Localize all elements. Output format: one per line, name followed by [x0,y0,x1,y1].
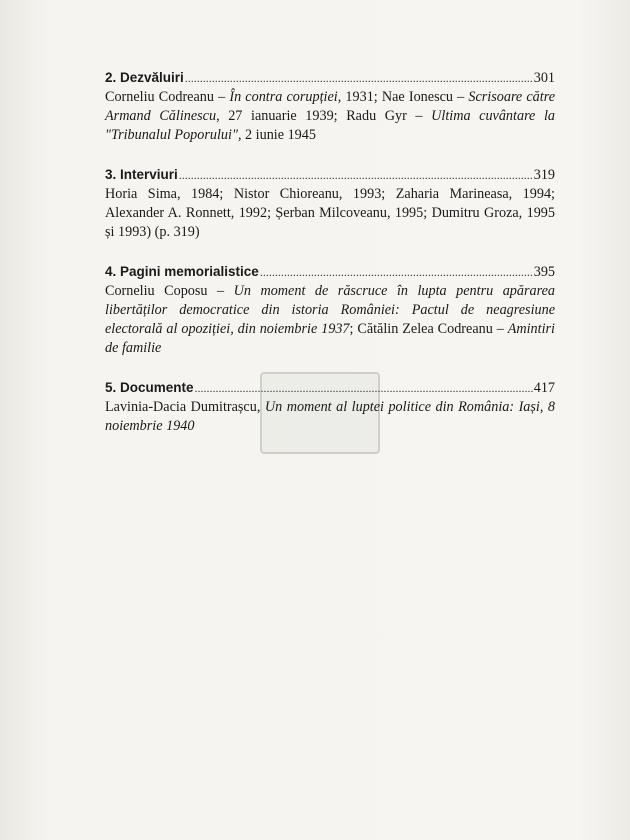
toc-section-pagini-memorialistice [105,262,555,358]
desc-part: , 2 iunie 1945 [237,127,316,143]
desc-part: Corneliu Coposu – [105,283,234,299]
toc-heading-row [105,378,555,398]
leader-dots [260,263,533,282]
toc-heading-row [105,68,555,88]
section-description [105,185,555,242]
desc-title: Un moment de răscruce în lupta pentru apărarea libertăților democratice din istoria României: Pactul de neagresiune electorală al opoziției, din noiembrie 1937 [105,283,555,337]
desc-part: Horia Sima, 1984; Nistor Chioreanu, 1993; Zaharia Marineasa, 1994; Alexander A. Ronnett, 1992; Șerban Milcoveanu, 1995; Dumitru Groza, 1995 și 1993) (p. 319) [105,186,555,240]
section-description [105,398,555,436]
desc-part: ; Cătălin Zelea Codreanu – [349,321,508,337]
desc-part: , 27 ianuarie 1939; Radu Gyr – [216,108,432,124]
section-heading: 3. Interviuri [105,167,178,182]
toc-section-documente [105,378,555,436]
leader-dots [195,379,533,398]
desc-title: În contra corupției [229,89,338,105]
section-description [105,88,555,145]
desc-title: Ultima cuvântare la "Tribunalul Poporului" [105,108,555,143]
leader-dots [185,69,533,88]
desc-part: Corneliu Codreanu – [105,89,230,105]
desc-title: Un moment al luptei politice din România: Iași, 8 noiembrie 1940 [105,399,556,434]
toc-section-interviuri [105,165,555,242]
section-heading: 5. Documente [105,380,194,395]
section-heading: 2. Dezvăluiri [105,70,184,85]
section-heading: 4. Pagini memorialistice [105,264,259,279]
section-description [105,282,555,358]
page-number: 417 [533,380,555,396]
toc-heading-row [105,262,555,282]
page-number: 301 [533,70,555,86]
desc-part: , 1931; Nae Ionescu – [337,89,469,105]
page-number: 395 [533,264,555,280]
toc-section-dezvaluiri [105,68,555,145]
table-of-contents [105,68,555,456]
toc-heading-row [105,165,555,185]
desc-part: Lavinia-Dacia Dumitrașcu, [105,399,265,415]
desc-title: Amintiri de familie [105,321,555,356]
desc-title: Scrisoare către Armand Călinescu [105,89,555,124]
page-number: 319 [533,167,555,183]
leader-dots [179,166,533,185]
